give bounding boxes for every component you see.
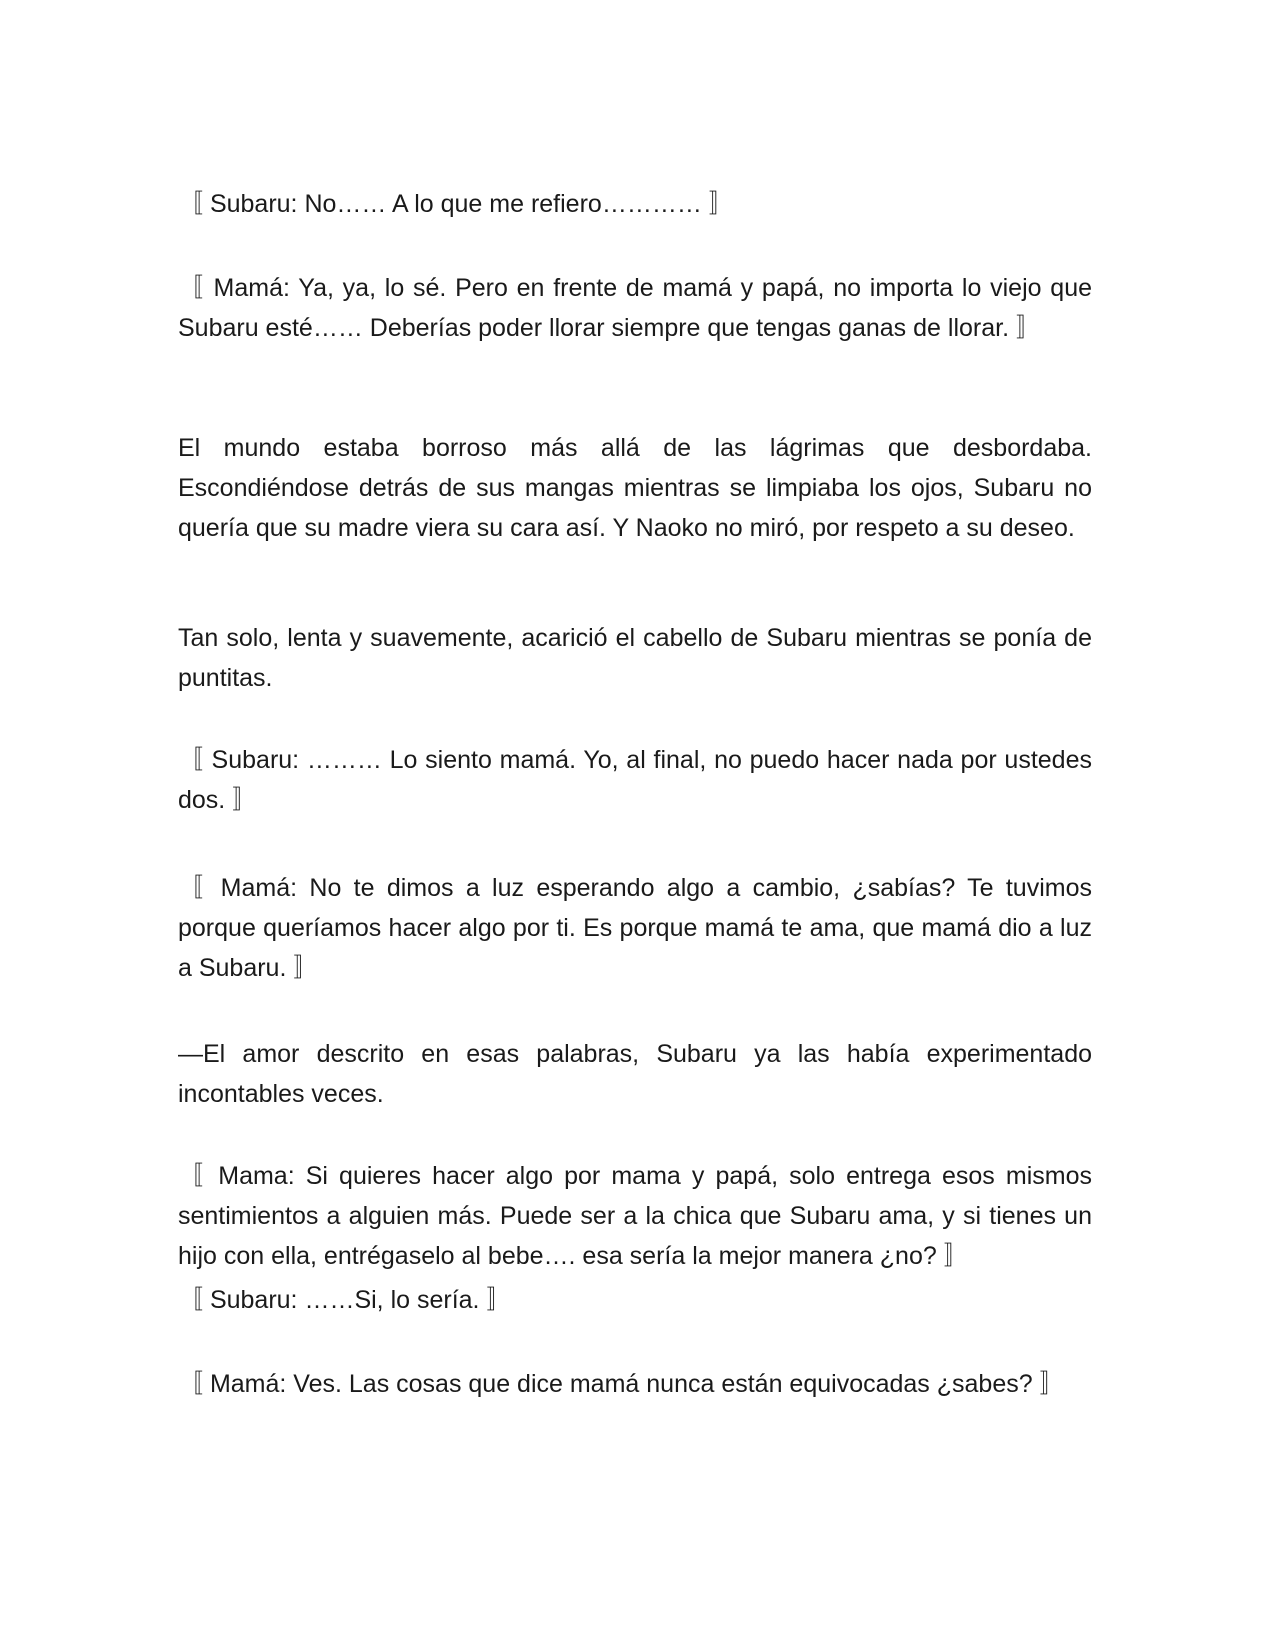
narration-paragraph: Tan solo, lenta y suavemente, acarició el cabello de Subaru mientras se ponía de puntitas.: [178, 624, 1092, 692]
narration-paragraph: —El amor descrito en esas palabras, Subaru ya las había experimentado incontables veces.: [178, 1040, 1092, 1108]
dialogue-paragraph: 〚 Mama: Si quieres hacer algo por mama y papá, solo entrega esos mismos sentimientos a alguien más. Puede ser a la chica que Subaru ama, y si tienes un hijo con ella, entrégaselo al bebe…. esa sería la mejor manera ¿no? 〛: [178, 1162, 1092, 1270]
dialogue-paragraph: 〚 Subaru: ……… Lo siento mamá. Yo, al final, no puedo hacer nada por ustedes dos. 〛: [178, 746, 1092, 814]
dialogue-paragraph: 〚 Subaru: No…… A lo que me refiero………… 〛: [178, 190, 734, 218]
dialogue-paragraph: 〚 Mamá: No te dimos a luz esperando algo a cambio, ¿sabías? Te tuvimos porque queríamos hacer algo por ti. Es porque mamá te ama, que mamá dio a luz a Subaru. 〛: [178, 874, 1092, 982]
dialogue-paragraph: 〚 Subaru: ……Si, lo sería. 〛: [178, 1286, 512, 1314]
dialogue-paragraph: 〚 Mamá: Ya, ya, lo sé. Pero en frente de mamá y papá, no importa lo viejo que Subaru esté…… Deberías poder llorar siempre que tengas ganas de llorar. 〛: [178, 274, 1092, 342]
dialogue-paragraph: 〚 Mamá: Ves. Las cosas que dice mamá nunca están equivocadas ¿sabes? 〛: [178, 1370, 1065, 1398]
narration-paragraph: El mundo estaba borroso más allá de las lágrimas que desbordaba. Escondiéndose detrás de sus mangas mientras se limpiaba los ojos, Subaru no quería que su madre viera su cara así. Y Naoko no miró, por respeto a su deseo.: [178, 434, 1092, 542]
